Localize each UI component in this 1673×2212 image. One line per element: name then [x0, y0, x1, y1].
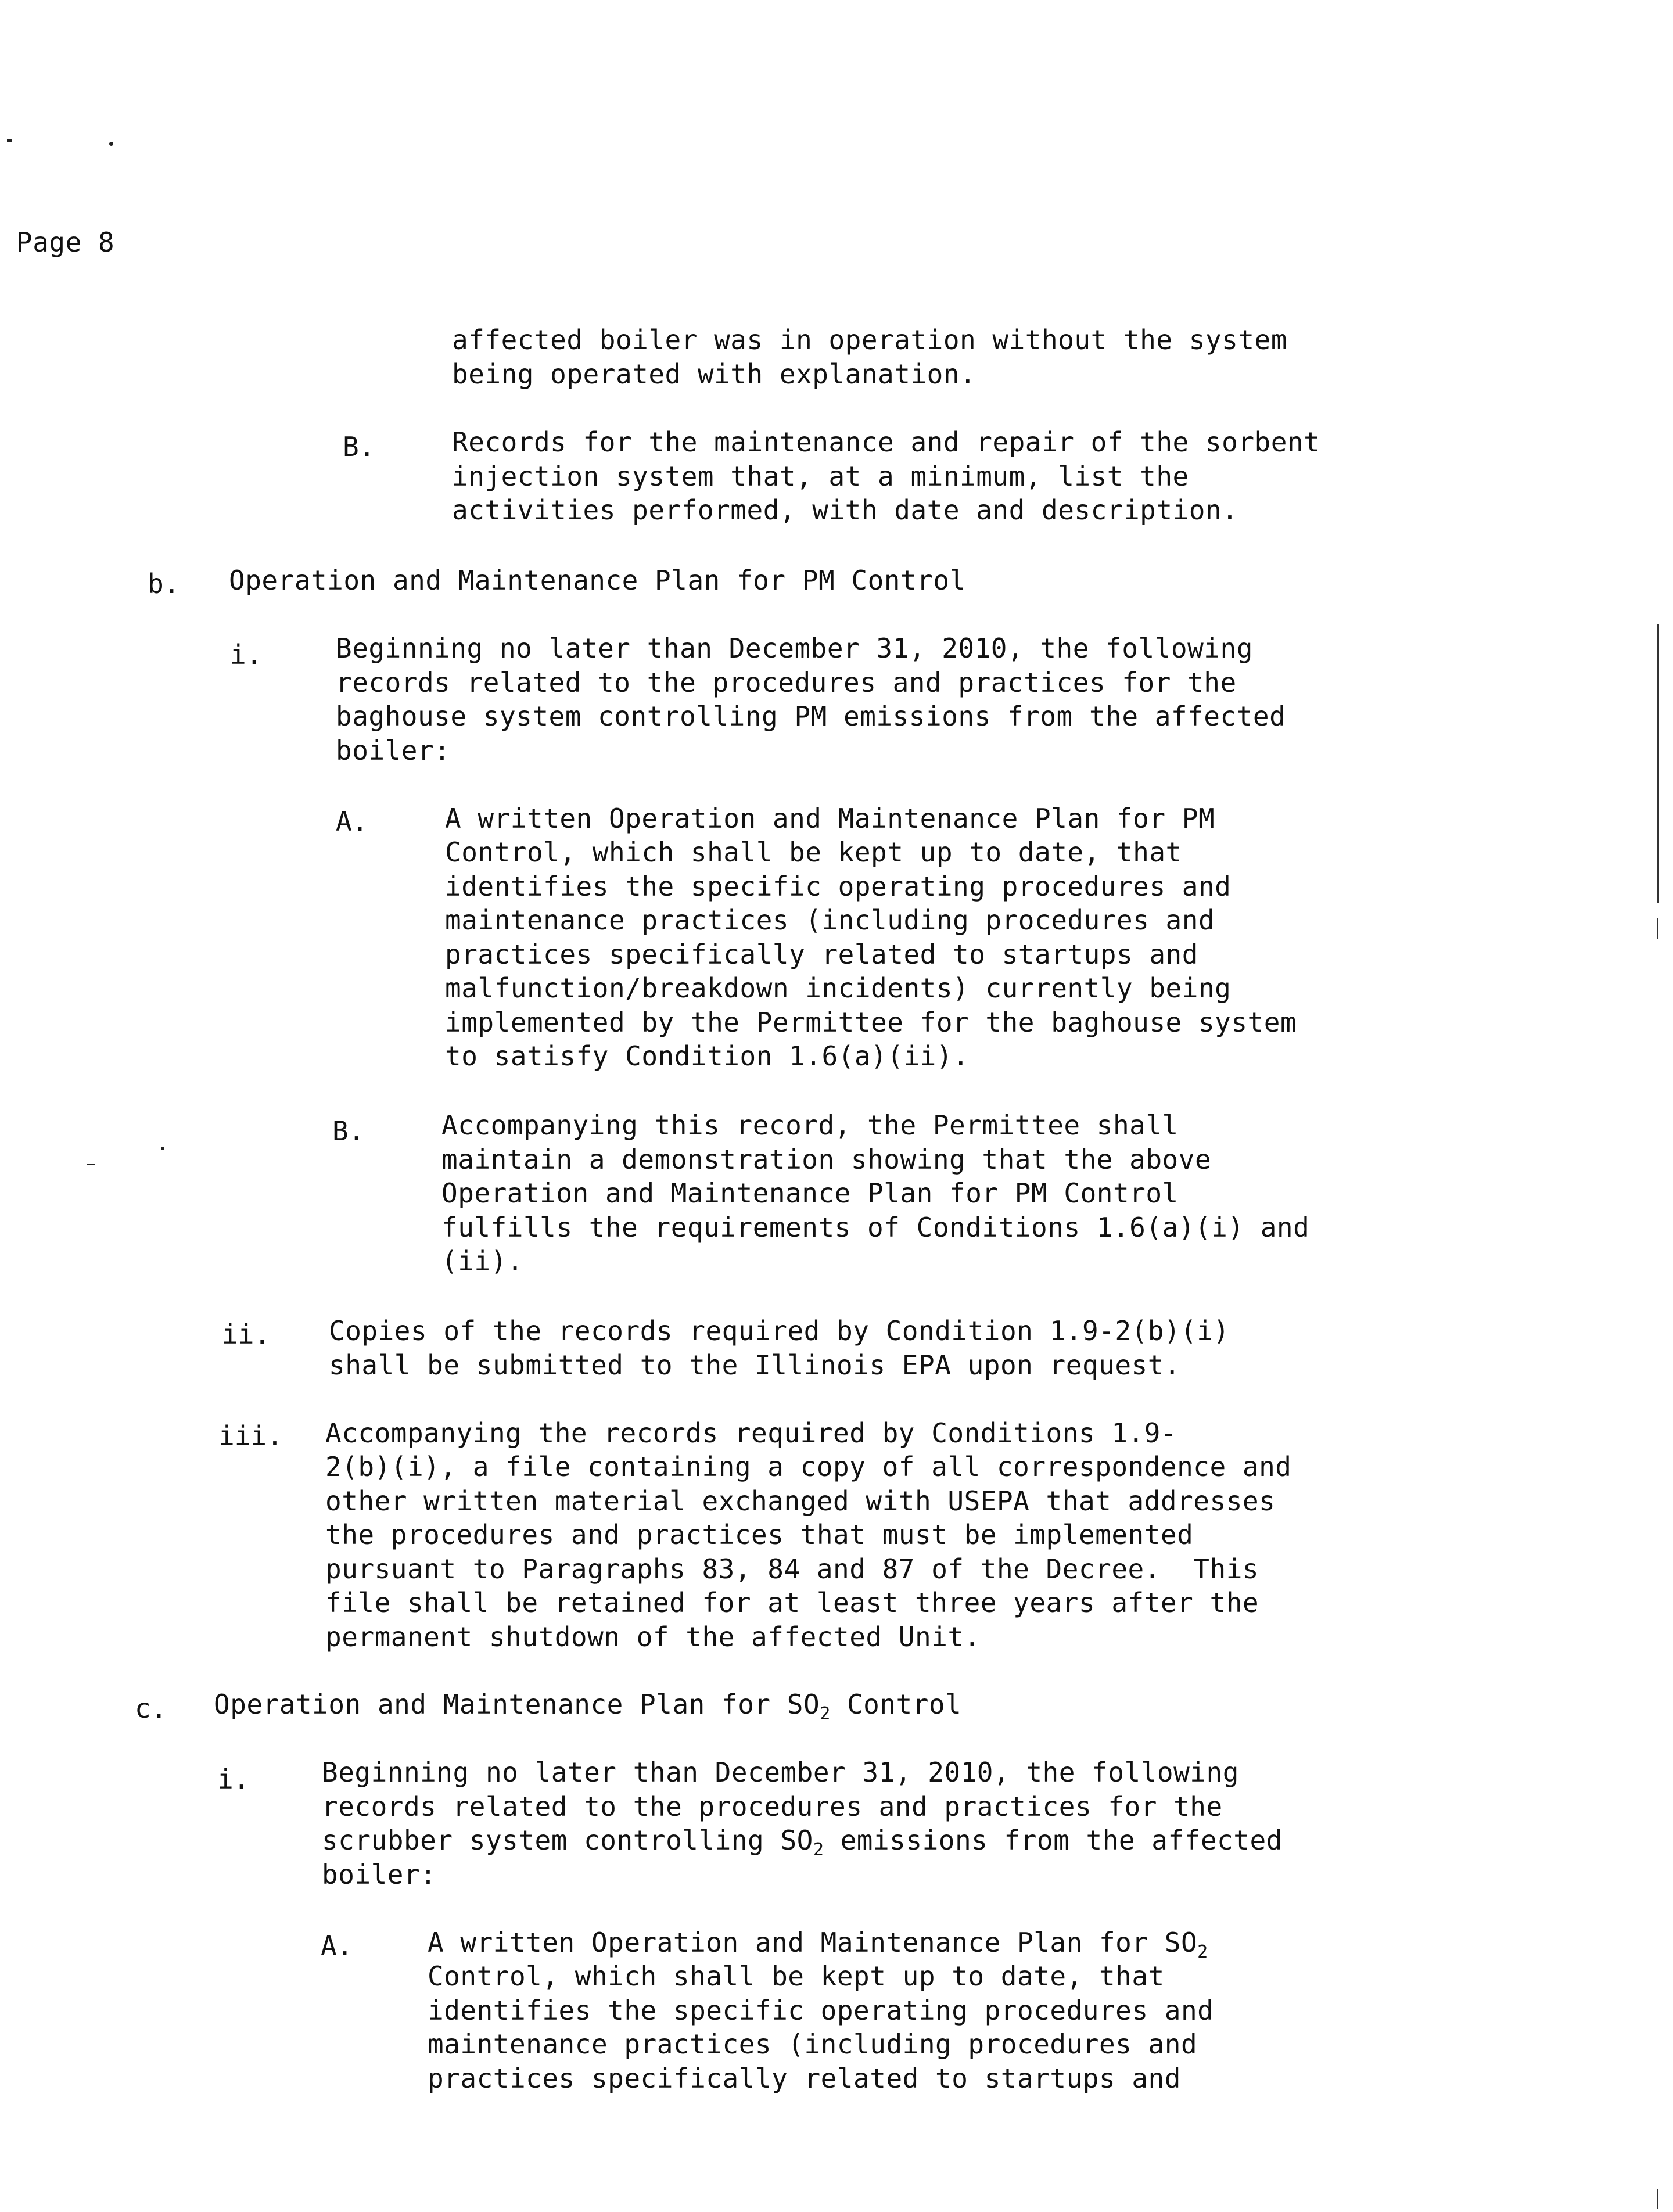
text-line: pursuant to Paragraphs 83, 84 and 87 of the Decree. This	[325, 1553, 1259, 1585]
item-label: B.	[343, 431, 375, 462]
text-line: the procedures and practices that must be implemented	[325, 1519, 1194, 1550]
text-line: practices specifically related to startups and	[428, 2063, 1181, 2094]
text-line: implemented by the Permittee for the baghouse system	[445, 1007, 1297, 1038]
text-line: Control, which shall be kept up to date, that	[428, 1960, 1165, 1992]
margin-change-bar	[1657, 2189, 1658, 2209]
text-line: Control, which shall be kept up to date, that	[445, 836, 1182, 868]
item-label: i.	[217, 1764, 250, 1795]
margin-change-bar	[1657, 624, 1659, 903]
text-line: boiler:	[336, 735, 451, 766]
scan-mark	[87, 1164, 95, 1165]
text-line: records related to the procedures and practices for the	[322, 1791, 1223, 1822]
text-line: baghouse system controlling PM emissions from the affected	[336, 701, 1286, 732]
text-line: identifies the specific operating procedures and	[428, 1995, 1214, 2026]
text-line: file shall be retained for at least three years after the	[325, 1587, 1259, 1618]
text-line: A written Operation and Maintenance Plan for $SO_2$	[428, 1927, 1208, 1962]
text-line: Accompanying this record, the Permittee shall	[441, 1109, 1179, 1141]
item-label: i.	[230, 639, 263, 670]
text-line: boiler:	[322, 1859, 437, 1890]
item-label: B.	[332, 1115, 365, 1147]
text-line: fulfills the requirements of Conditions 1.6(a)(i) and	[441, 1212, 1310, 1243]
text-line: Beginning no later than December 31, 2010, the following	[336, 633, 1253, 664]
section-heading: Operation and Maintenance Plan for PM Control	[229, 565, 966, 596]
scan-mark	[7, 139, 12, 142]
section-heading: Operation and Maintenance Plan for $SO_2$ Control	[214, 1689, 962, 1724]
text-line: malfunction/breakdown incidents) currently being	[445, 972, 1232, 1004]
section-label: c.	[135, 1693, 167, 1724]
text-line: other written material exchanged with USEPA that addresses	[325, 1485, 1276, 1517]
text-line: to satisfy Condition 1.6(a)(ii).	[445, 1040, 970, 1072]
item-label: iii.	[218, 1420, 283, 1452]
text-line: maintenance practices (including procedures and	[445, 904, 1215, 936]
text-line: shall be submitted to the Illinois EPA upon request.	[329, 1349, 1181, 1381]
text-line: scrubber system controlling $SO_2$ emissions from the affected	[322, 1825, 1283, 1860]
item-label: ii.	[222, 1319, 271, 1350]
text-line: 2(b)(i), a file containing a copy of all correspondence and	[325, 1451, 1292, 1482]
text-line: affected boiler was in operation without the system	[452, 324, 1287, 356]
text-line: being operated with explanation.	[452, 358, 976, 390]
text-line: activities performed, with date and description.	[452, 494, 1238, 526]
text-line: Beginning no later than December 31, 2010, the following	[322, 1757, 1239, 1788]
item-label: A.	[336, 806, 368, 837]
text-line: identifies the specific operating procedures and	[445, 871, 1232, 902]
scan-mark	[109, 142, 113, 146]
text-line: records related to the procedures and practices for the	[336, 667, 1237, 698]
text-line: Records for the maintenance and repair of the sorbent	[452, 426, 1320, 458]
text-line: A written Operation and Maintenance Plan for PM	[445, 803, 1215, 834]
section-label: b.	[148, 568, 180, 599]
text-line: (ii).	[441, 1245, 523, 1277]
text-line: practices specifically related to startups and	[445, 939, 1198, 970]
text-line: Operation and Maintenance Plan for PM Control	[441, 1177, 1179, 1209]
text-line: Copies of the records required by Condition 1.9-2(b)(i)	[329, 1315, 1230, 1346]
text-line: maintenance practices (including procedures and	[428, 2028, 1198, 2060]
page-number: Page 8	[16, 227, 115, 258]
scan-mark	[161, 1147, 164, 1150]
text-line: maintain a demonstration showing that the above	[441, 1144, 1212, 1175]
margin-change-bar	[1657, 918, 1658, 939]
text-line: permanent shutdown of the affected Unit.	[325, 1621, 981, 1653]
text-line: Accompanying the records required by Conditions 1.9-	[325, 1417, 1177, 1449]
item-label: A.	[321, 1930, 353, 1962]
text-line: injection system that, at a minimum, list the	[452, 461, 1189, 492]
